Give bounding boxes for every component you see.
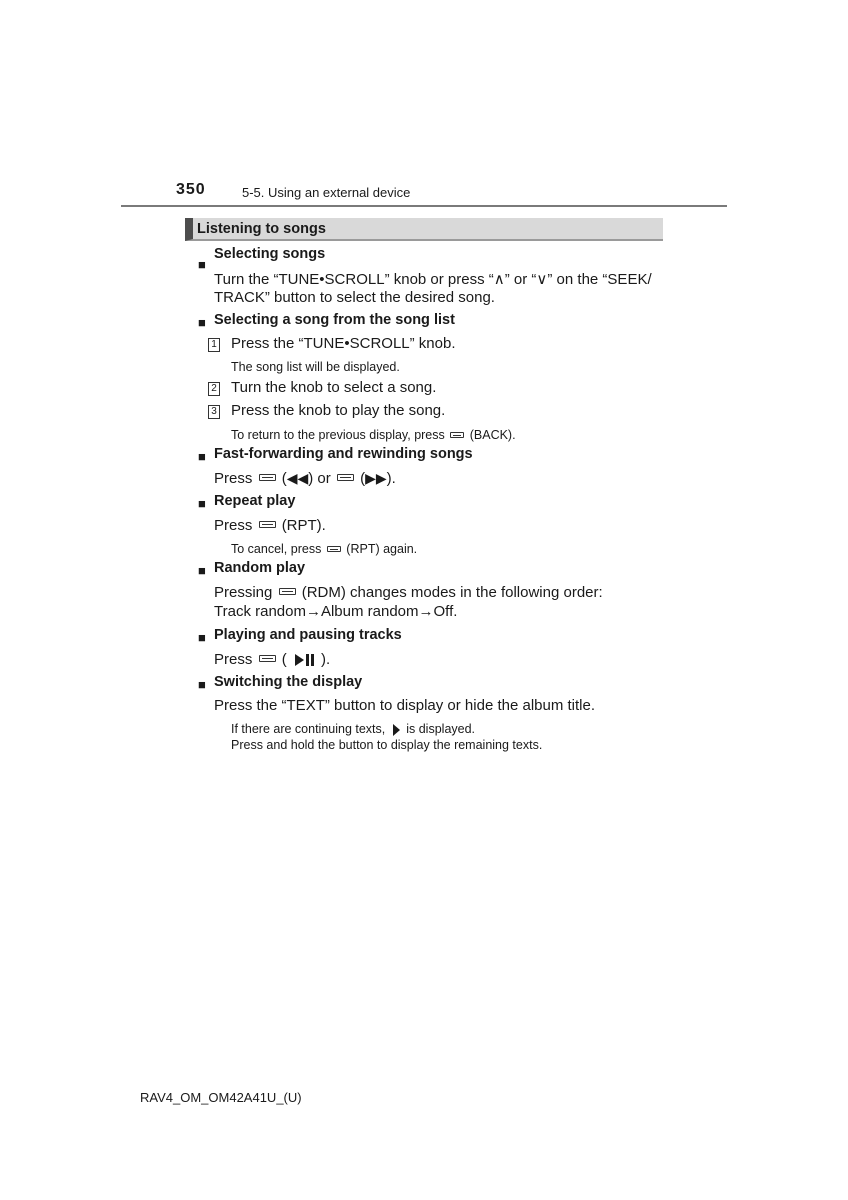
display-note-1: [231, 722, 475, 737]
heading-title: Listening to songs: [197, 221, 326, 237]
black-square-icon: ■: [198, 449, 206, 464]
repeat-label: (RPT).: [281, 517, 326, 534]
step-3-note-text: To return to the previous display, press: [231, 428, 445, 442]
step-number-2: 2: [208, 382, 220, 396]
pause-close: ).: [321, 651, 331, 668]
black-square-icon: ■: [198, 677, 206, 692]
subheading-play-pause: Playing and pausing tracks: [214, 627, 402, 643]
ff-press-text: Press: [214, 470, 253, 487]
fast-forward-icon: ▶▶: [365, 470, 387, 486]
black-square-icon: ■: [198, 630, 206, 645]
subheading-switching-display: Switching the display: [214, 674, 363, 690]
subheading-repeat: Repeat play: [214, 493, 296, 509]
radio-preset-button-icon: [337, 474, 354, 481]
step-3-note-back: (BACK).: [469, 428, 516, 442]
random-rdm-text: (RDM) changes modes in the following order:: [301, 584, 603, 601]
radio-preset-button-icon: [450, 432, 464, 438]
pause-paren: (: [281, 651, 287, 668]
black-square-icon: ■: [198, 496, 206, 511]
black-square-icon: ■: [198, 257, 206, 272]
ff-or: ) or: [308, 470, 331, 487]
radio-preset-button-icon: [327, 546, 341, 552]
step-1-note: The song list will be displayed.: [231, 360, 400, 374]
subheading-selecting-songs: Selecting songs: [214, 246, 326, 262]
play-pause-icon: [291, 653, 317, 667]
step-number-3: 3: [208, 405, 220, 419]
subheading-song-list: Selecting a song from the song list: [214, 312, 455, 328]
ff-line: [214, 470, 396, 487]
radio-preset-button-icon: [259, 474, 276, 481]
selecting-line-1: Turn the “TUNE•SCROLL” knob or press “∧” or “∨” on the “SEEK/: [214, 271, 652, 288]
display-line-1: Press the “TEXT” button to display or hide the album title.: [214, 697, 596, 714]
pause-line: [214, 651, 330, 668]
display-note-text: If there are continuing texts,: [231, 722, 386, 736]
random-line-1: [214, 584, 603, 601]
step-3-note: [231, 428, 516, 442]
repeat-press-text: Press: [214, 517, 253, 534]
repeat-note-again: (RPT) again.: [346, 542, 418, 556]
radio-preset-button-icon: [259, 521, 276, 528]
display-note-2: Press and hold the button to display the remaining texts.: [231, 738, 543, 752]
step-3-text: Press the knob to play the song.: [231, 402, 446, 419]
subheading-random: Random play: [214, 560, 306, 576]
radio-preset-button-icon: [259, 655, 276, 662]
pause-press-text: Press: [214, 651, 253, 668]
random-line-2: Track random→Album random→Off.: [214, 603, 458, 620]
repeat-line: [214, 517, 326, 534]
step-number-1: 1: [208, 338, 220, 352]
ff-paren: (: [281, 470, 287, 487]
random-pressing-text: Pressing: [214, 584, 273, 601]
black-square-icon: ■: [198, 563, 206, 578]
display-note-is-displayed: is displayed.: [406, 722, 476, 736]
radio-preset-button-icon: [279, 588, 296, 595]
ff-paren: (: [360, 470, 366, 487]
ff-close: ).: [386, 470, 396, 487]
black-square-icon: ■: [198, 315, 206, 330]
step-1-text: Press the “TUNE•SCROLL” knob.: [231, 335, 456, 352]
right-arrow-icon: [389, 723, 403, 737]
footer-doc-id: RAV4_OM_OM42A41U_(U): [140, 1090, 302, 1105]
subheading-ff-rewind: Fast-forwarding and rewinding songs: [214, 446, 473, 462]
repeat-note-text: To cancel, press: [231, 542, 322, 556]
section-path: 5-5. Using an external device: [242, 185, 411, 200]
page-number: 350: [176, 181, 206, 198]
step-2-text: Turn the knob to select a song.: [231, 379, 437, 396]
repeat-note: [231, 542, 417, 556]
rewind-icon: ◀◀: [286, 470, 309, 486]
selecting-line-2: TRACK” button to select the desired song.: [214, 289, 495, 306]
header-rule: [121, 205, 727, 207]
